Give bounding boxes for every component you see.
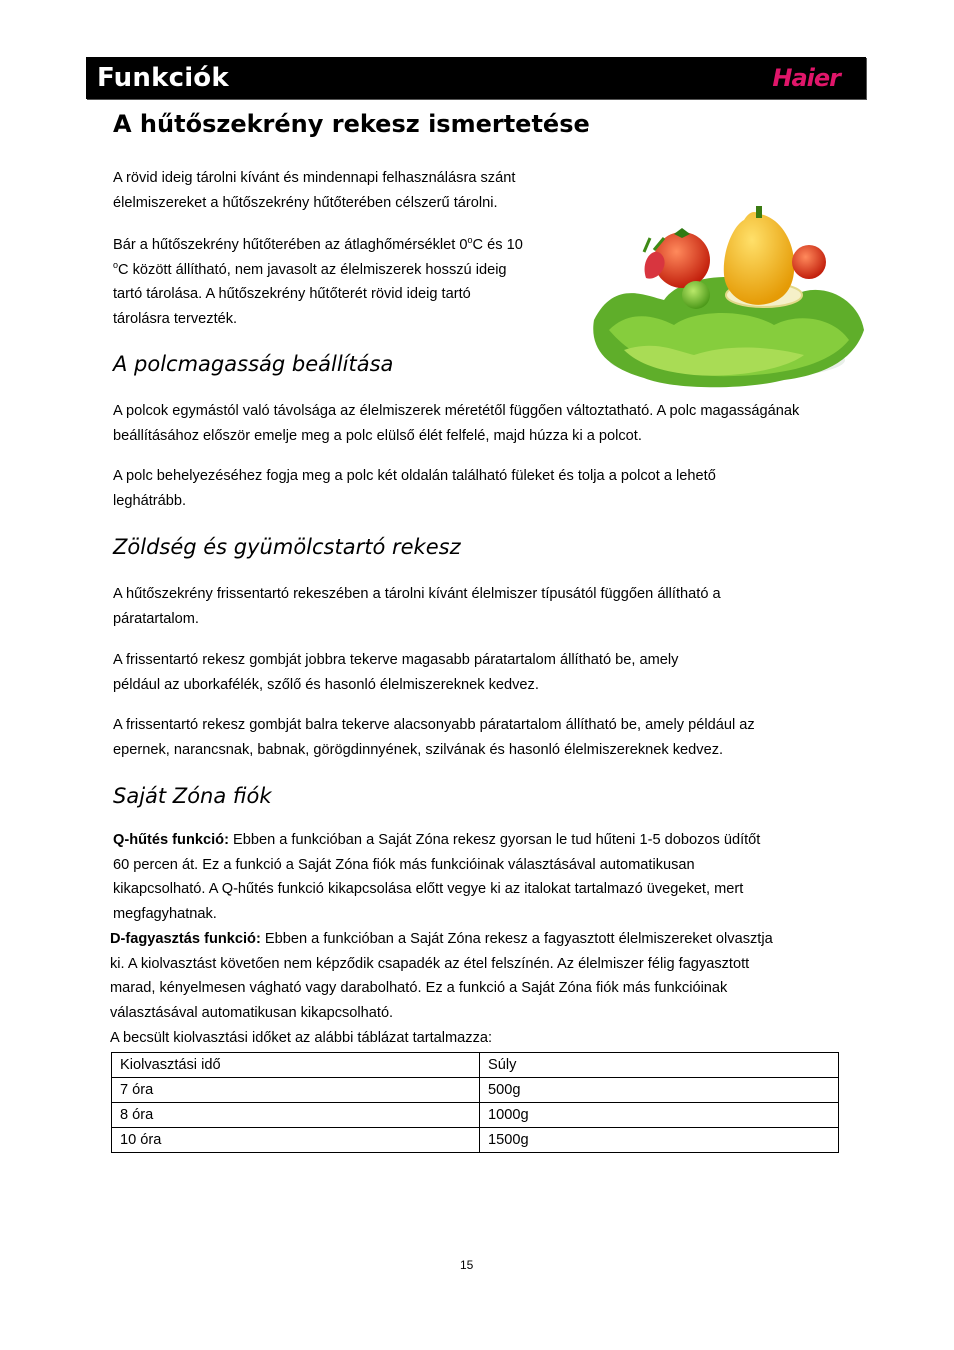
crisper-paragraph-3 <box>113 713 755 762</box>
text-line: tartó tárolása. A hűtőszekrény hűtőterét rövid ideig tartó <box>113 286 471 302</box>
intro-paragraph-1 <box>113 166 515 215</box>
section-header-bar <box>86 57 866 99</box>
crisper-section-title: Zöldség és gyümölcstartó rekesz <box>113 535 461 559</box>
table-intro <box>110 1026 492 1051</box>
degree-symbol: o <box>467 235 473 245</box>
haier-logo: Haier <box>772 64 840 92</box>
vegetables-image <box>584 200 870 390</box>
text-line: epernek, narancsnak, babnak, görögdinnyének, szilvának és hasonló élelmiszereknek kedvez. <box>113 741 724 758</box>
text-line: marad, kényelmesen vágható vagy darabolható. Ez a funkció a Saját Zóna fiók más funkcióinak <box>110 980 728 996</box>
text-line: ki. A kiolvasztást követően nem képződik csapadék az étel felszínén. Az élelmiszer félig fagyasztott <box>110 955 750 972</box>
text-line: A frissentartó rekesz gombját balra tekerve alacsonyabb páratartalom állítható be, amely például az <box>113 717 755 733</box>
text-line: leghátrább. <box>113 492 187 509</box>
text-line: 60 percen át. Ez a funkció a Saját Zóna fiók más funkcióinak választásával automatikusan <box>113 856 695 873</box>
table-cell: 10 óra <box>112 1128 480 1153</box>
shelf-paragraph-1 <box>113 399 799 448</box>
shelf-section-title: A polcmagasság beállítása <box>113 352 394 376</box>
text-line: tárolásra tervezték. <box>113 310 238 327</box>
text-line: Bár a hűtőszekrény hűtőterében az átlaghőmérséklet 0 <box>113 237 468 253</box>
crisper-paragraph-1 <box>113 582 721 631</box>
text-line: például az uborkafélék, szőlő és hasonló élelmiszereknek kedvez. <box>113 676 539 693</box>
text-line: élelmiszereket a hűtőszekrény hűtőterében célszerű tárolni. <box>113 194 498 211</box>
text-line: A polc behelyezéséhez fogja meg a polc két oldalán található füleket és tolja a polcot a lehető <box>113 468 716 484</box>
text-line: kikapcsolható. A Q-hűtés funkció kikapcsolása előtt vegye ki az italokat tartalmazó üvegeket, mert <box>113 881 744 897</box>
section-title: Funkciók <box>97 63 229 93</box>
table-header-row <box>112 1053 839 1078</box>
table-cell: 1500g <box>480 1128 839 1153</box>
text-line: megfagyhatnak. <box>113 905 217 922</box>
myzone-section-title: Saját Zóna fiók <box>113 784 272 808</box>
table-header-cell: Súly <box>480 1053 839 1078</box>
text-line: beállításához először emelje meg a polc elülső élét felfelé, majd húzza ki a polcot. <box>113 427 642 444</box>
text-line: Ebben a funkcióban a Saját Zóna rekesz a fagyasztott élelmiszereket olvasztja <box>260 931 773 947</box>
page-number: 15 <box>460 1258 474 1272</box>
table-header-cell: Kiolvasztási idő <box>112 1053 480 1078</box>
text-line: páratartalom. <box>113 610 199 627</box>
degree-symbol: o <box>113 259 119 270</box>
intro-paragraph-2 <box>113 233 523 331</box>
text-line: A polcok egymástól való távolsága az élelmiszerek méretétől függően változtatható. A polc magasságának <box>113 403 800 419</box>
crisper-paragraph-2 <box>113 648 678 697</box>
table-cell: 1000g <box>480 1103 839 1128</box>
text-line: C között állítható, nem javasolt az élelmiszerek hosszú ideig <box>118 261 507 278</box>
table-row <box>112 1078 839 1103</box>
table-cell: 7 óra <box>112 1078 480 1103</box>
table-cell: 8 óra <box>112 1103 480 1128</box>
thaw-time-table <box>111 1052 839 1153</box>
text-line: A hűtőszekrény frissentartó rekeszében a tárolni kívánt élelmiszer típusától függően állítható a <box>113 586 721 602</box>
table-row <box>112 1103 839 1128</box>
text-line: Ebben a funkcióban a Saját Zóna rekesz gyorsan le tud hűteni 1-5 dobozos üdítőt <box>228 832 761 848</box>
text-line: C és 10 <box>472 237 523 253</box>
q-cooling-label: Q-hűtés funkció: <box>113 832 229 848</box>
table-row <box>112 1128 839 1153</box>
q-cooling-paragraph <box>113 828 760 926</box>
shelf-paragraph-2 <box>113 464 716 513</box>
table-cell: 500g <box>480 1078 839 1103</box>
text-line: A rövid ideig tárolni kívánt és mindennapi felhasználásra szánt <box>113 170 516 186</box>
text-line: A frissentartó rekesz gombját jobbra tekerve magasabb páratartalom állítható be, amely <box>113 652 679 668</box>
d-thaw-label: D-fagyasztás funkció: <box>110 931 261 947</box>
d-thaw-paragraph <box>110 927 773 1025</box>
page-heading: A hűtőszekrény rekesz ismertetése <box>113 110 590 138</box>
text-line: választásával automatikusan kikapcsolható. <box>110 1004 394 1021</box>
text-line: A becsült kiolvasztási időket az alábbi táblázat tartalmazza: <box>110 1030 493 1046</box>
